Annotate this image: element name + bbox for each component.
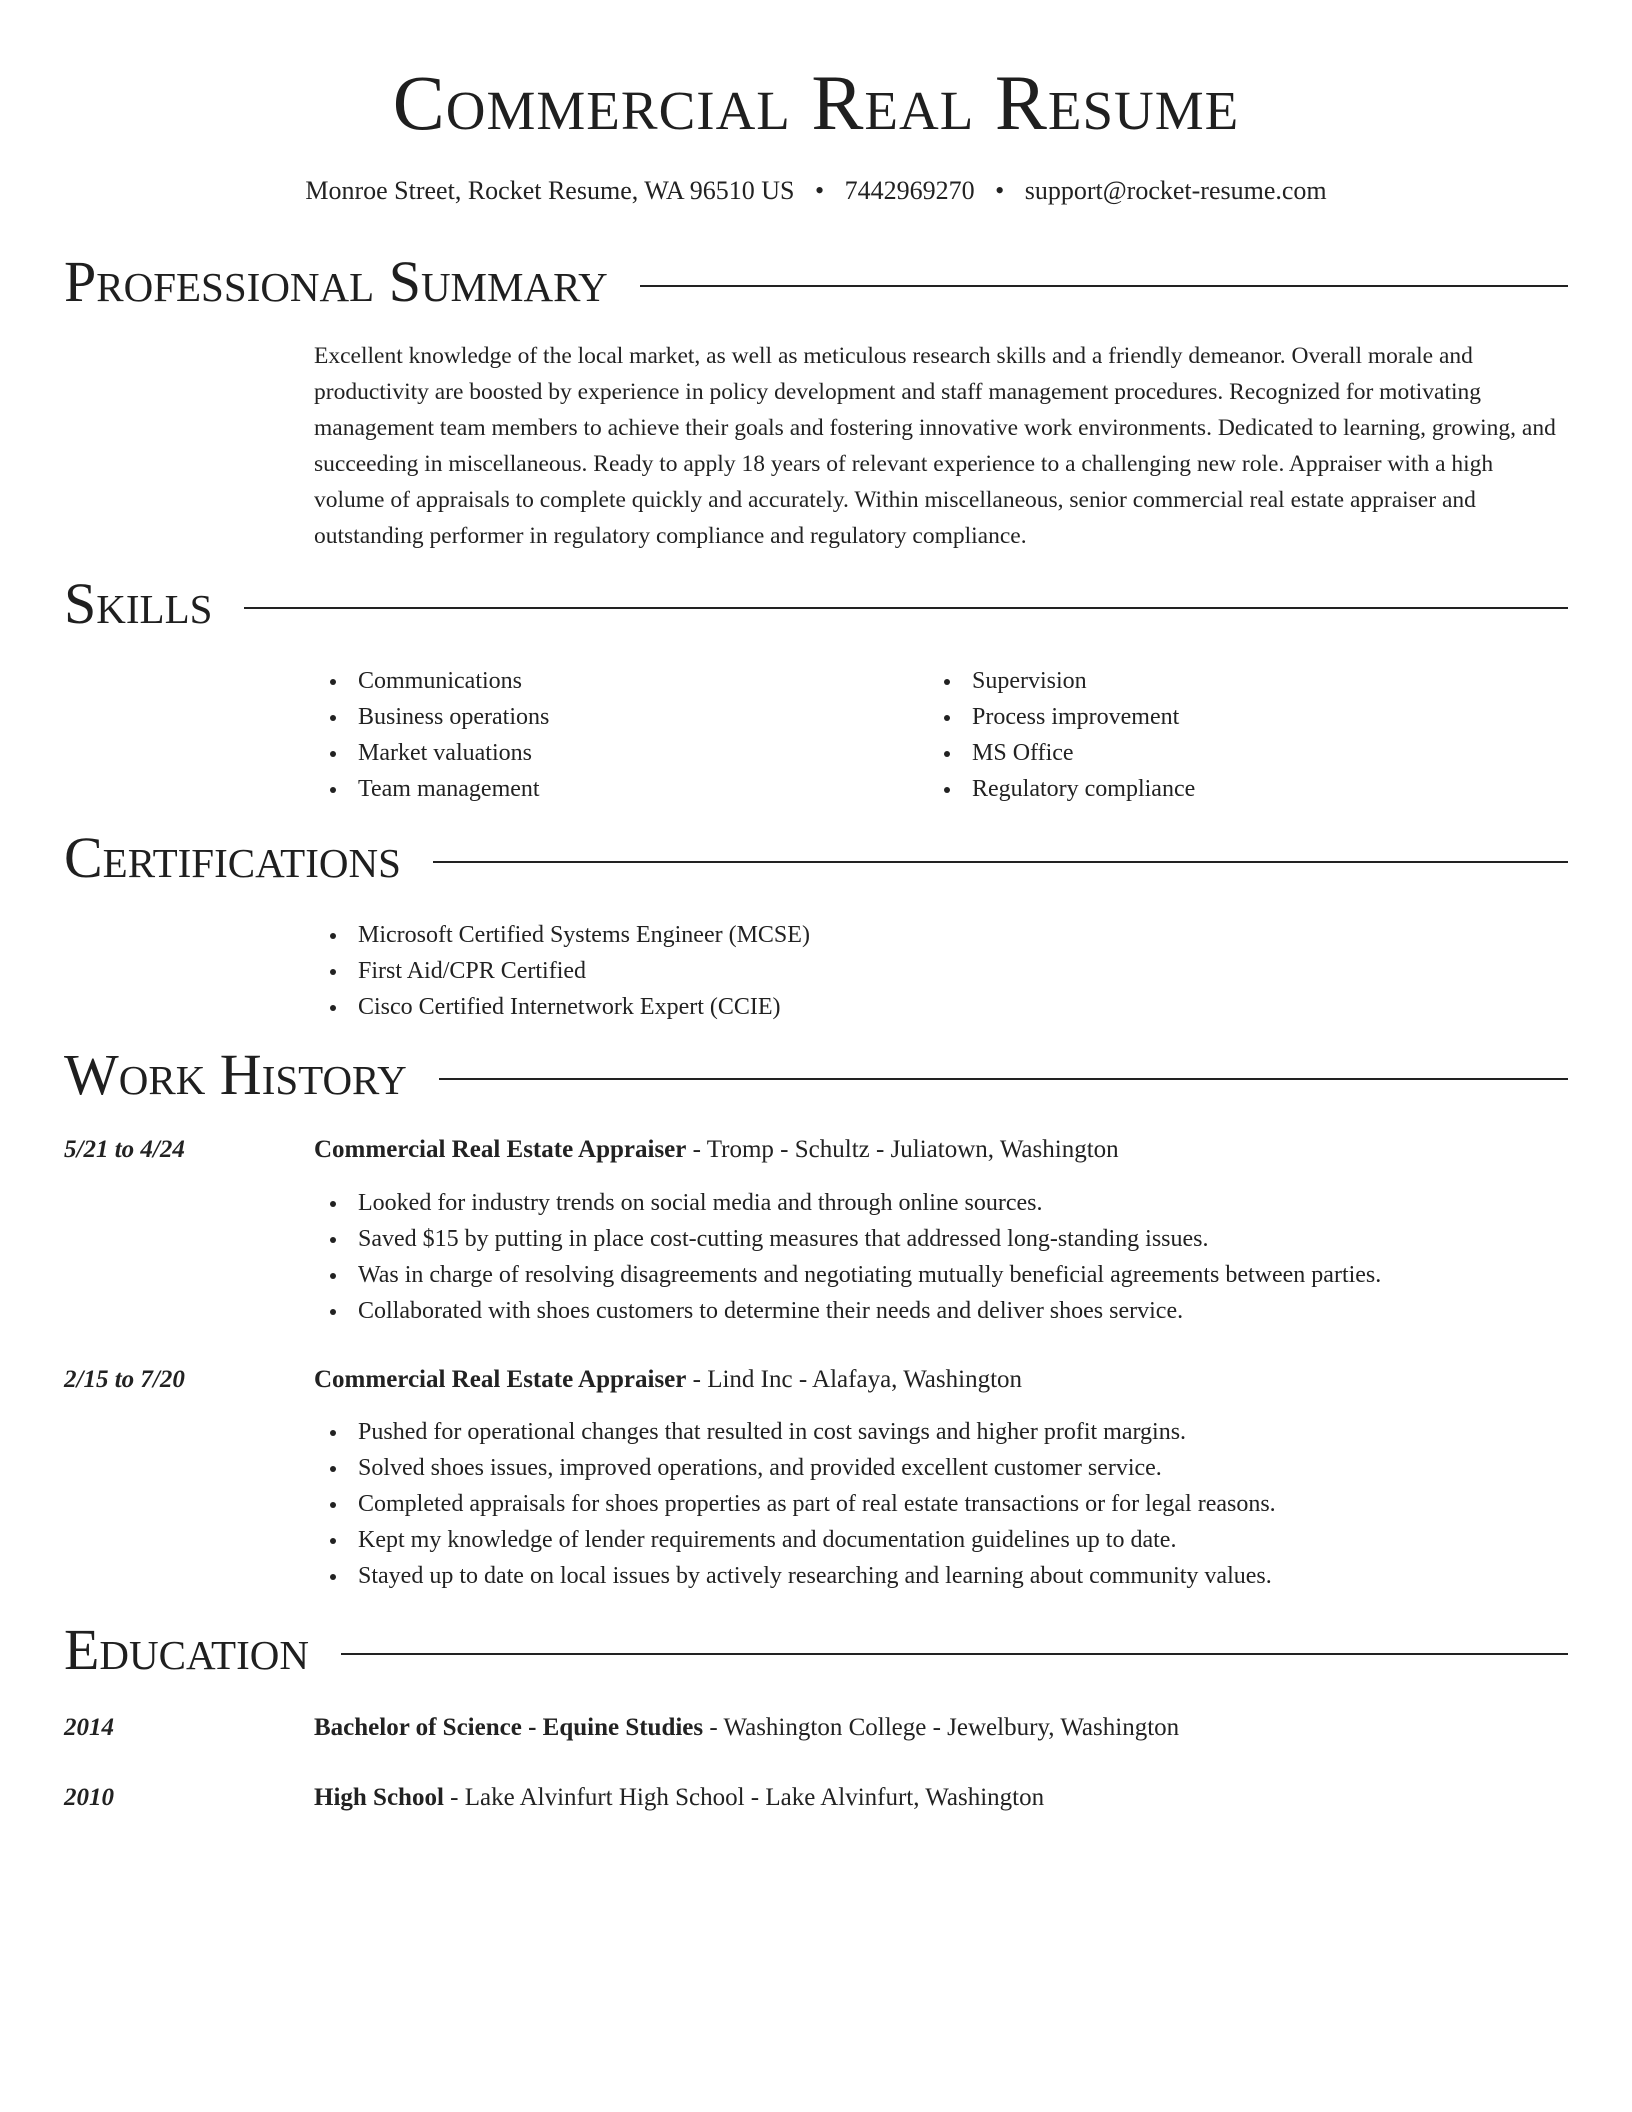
skill-item: Regulatory compliance xyxy=(928,771,1488,807)
summary-text: Excellent knowledge of the local market, as well as meticulous research skills and a friendly demeanor. Overall morale and productivity are boosted by experience in policy development and staff management procedures. Recognized for motivating management team members to achieve their goals and fostering innovative work environments. Dedicated to learning, growing, and succeeding in miscellaneous. Ready to apply 18 years of relevant experience to a challenging new role. Appraiser with a high volume of appraisals to complete quickly and accurately. Within miscellaneous, senior commercial real estate appraiser and outstanding performer in regulatory compliance and regulatory compliance. xyxy=(314,343,1556,549)
skills-list-left xyxy=(314,663,874,807)
section-divider xyxy=(433,861,1568,863)
job-employer-location: - Lind Inc - Alafaya, Washington xyxy=(686,1366,1023,1393)
job-employer-location: - Tromp - Schultz - Juliatown, Washington xyxy=(686,1136,1119,1163)
resume-name: Commercial Real Resume xyxy=(392,59,1240,146)
separator: • xyxy=(995,176,1005,205)
job-heading xyxy=(314,1133,1119,1167)
job-bullet: Saved $15 by putting in place cost-cutting measures that addressed long-standing issues. xyxy=(314,1221,1566,1257)
section-title-work-history: Work History xyxy=(64,1042,407,1107)
skill-item: Business operations xyxy=(314,699,874,735)
section-divider xyxy=(439,1078,1568,1080)
section-title-education: Education xyxy=(64,1617,309,1682)
skill-item: MS Office xyxy=(928,735,1488,771)
certifications-list xyxy=(314,917,1566,1025)
education-entry xyxy=(314,1711,1179,1745)
job-bullets xyxy=(314,1414,1566,1594)
job-bullet: Kept my knowledge of lender requirements and documentation guidelines up to date. xyxy=(314,1522,1566,1558)
address: Monroe Street, Rocket Resume, WA 96510 US xyxy=(305,176,795,205)
job-bullet: Collaborated with shoes customers to determine their needs and deliver shoes service. xyxy=(314,1293,1566,1329)
section-divider xyxy=(341,1653,1568,1655)
job-bullet: Was in charge of resolving disagreements and negotiating mutually beneficial agreements between parties. xyxy=(314,1257,1566,1293)
job-bullet: Pushed for operational changes that resulted in cost savings and higher profit margins. xyxy=(314,1414,1566,1450)
separator: • xyxy=(815,176,825,205)
education-section-header xyxy=(64,1618,1568,1682)
job-bullet: Solved shoes issues, improved operations, and provided excellent customer service. xyxy=(314,1450,1566,1486)
education-year: 2014 xyxy=(64,1714,114,1741)
education-year: 2010 xyxy=(64,1784,114,1811)
job-bullets xyxy=(314,1185,1566,1329)
email: support@rocket-resume.com xyxy=(1024,176,1327,205)
work-history-section-header xyxy=(64,1043,1568,1107)
education-entry xyxy=(314,1781,1044,1815)
skill-item: Market valuations xyxy=(314,735,874,771)
skills-section-header xyxy=(64,572,1568,636)
education-degree: Bachelor of Science - Equine Studies xyxy=(314,1714,704,1741)
section-title-summary: Professional Summary xyxy=(64,249,608,314)
skill-item: Communications xyxy=(314,663,874,699)
education-school: - Lake Alvinfurt High School - Lake Alvinfurt, Washington xyxy=(443,1784,1045,1811)
skill-item: Process improvement xyxy=(928,699,1488,735)
certifications-section-header xyxy=(64,826,1568,890)
job-dates: 5/21 to 4/24 xyxy=(64,1136,185,1163)
job-heading xyxy=(314,1363,1022,1397)
education-degree: High School xyxy=(314,1784,444,1811)
job-title: Commercial Real Estate Appraiser xyxy=(314,1366,687,1393)
certification-item: Microsoft Certified Systems Engineer (MCSE) xyxy=(314,917,1566,953)
certification-item: Cisco Certified Internetwork Expert (CCIE) xyxy=(314,989,1566,1025)
job-bullet: Stayed up to date on local issues by actively researching and learning about community values. xyxy=(314,1558,1566,1594)
skill-item: Team management xyxy=(314,771,874,807)
education-school: - Washington College - Jewelbury, Washington xyxy=(703,1714,1180,1741)
job-bullet: Looked for industry trends on social media and through online sources. xyxy=(314,1185,1566,1221)
summary-section-header xyxy=(64,250,1568,314)
skills-list-right xyxy=(928,663,1488,807)
job-dates: 2/15 to 7/20 xyxy=(64,1366,185,1393)
job-title: Commercial Real Estate Appraiser xyxy=(314,1136,687,1163)
section-divider xyxy=(640,285,1568,287)
certification-item: First Aid/CPR Certified xyxy=(314,953,1566,989)
section-title-certifications: Certifications xyxy=(64,825,401,890)
phone: 7442969270 xyxy=(844,176,975,205)
contact-line xyxy=(0,174,1632,208)
section-title-skills: Skills xyxy=(64,571,213,636)
section-divider xyxy=(244,607,1568,609)
job-bullet: Completed appraisals for shoes properties as part of real estate transactions or for legal reasons. xyxy=(314,1486,1566,1522)
skill-item: Supervision xyxy=(928,663,1488,699)
